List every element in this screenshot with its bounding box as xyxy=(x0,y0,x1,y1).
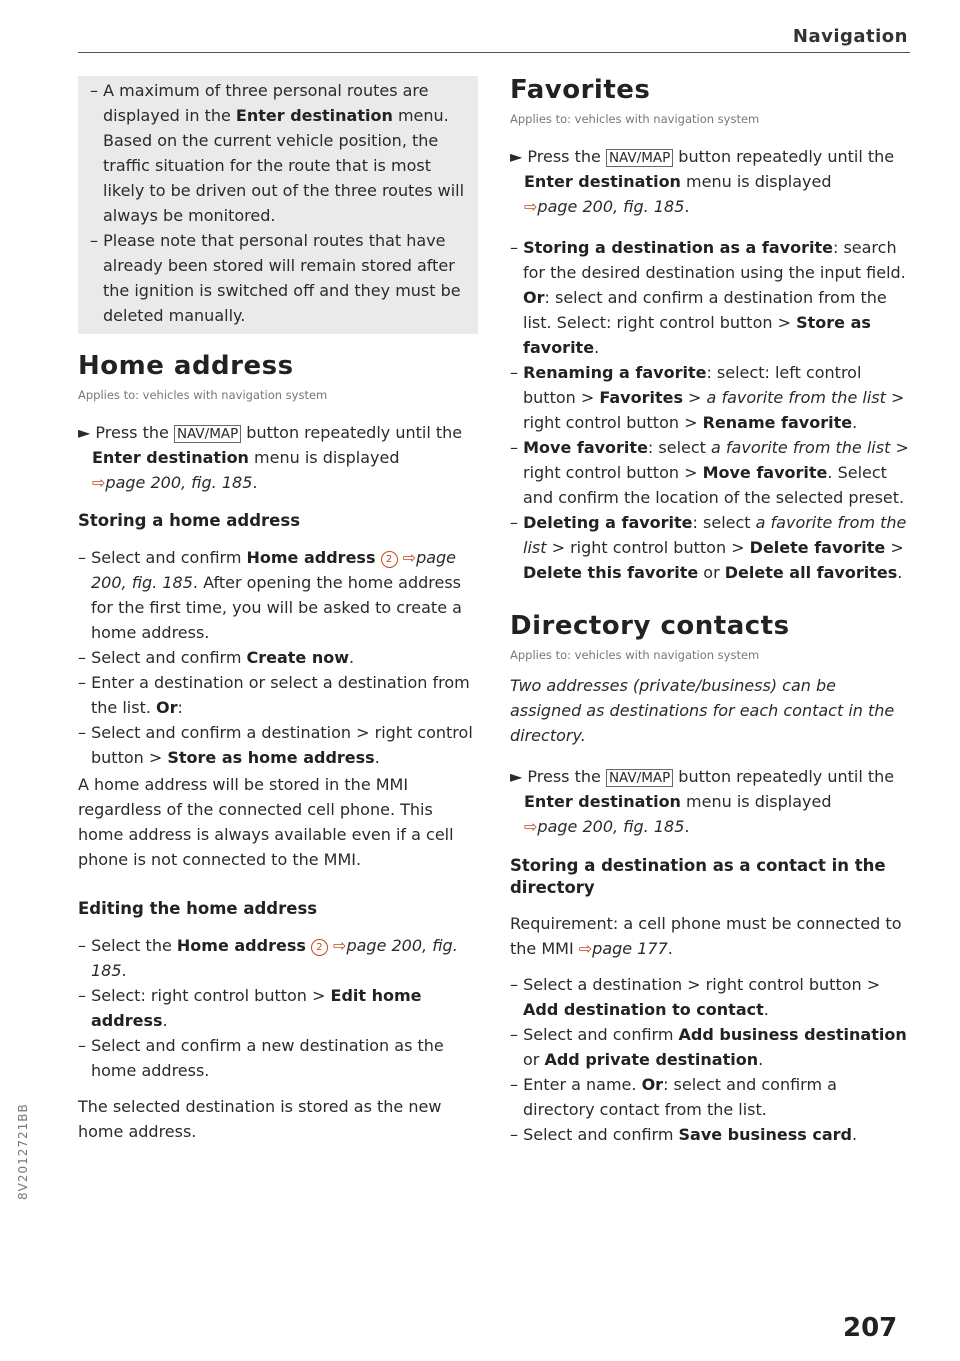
editing-home-list xyxy=(78,933,458,1083)
list-item: – Move favorite: select a favorite from the list > right control button > Move favorite. Select and confirm the location of the selected preset. xyxy=(510,438,909,507)
subsection-title-storing-contact: Storing a destination as a contact in the directory xyxy=(510,856,886,897)
document-code: 8V2012721BB xyxy=(16,1103,30,1200)
instruction-step: ► Press the NAV/MAP button repeatedly until the Enter destination menu is displayed ⇨page 200, fig. 185. xyxy=(78,423,463,492)
list-item: – Deleting a favorite: select a favorite from the list > right control button > Delete favorite > Delete this favorite or Delete all favorites. xyxy=(510,513,907,582)
list-item: – Select and confirm a new destination as the home address. xyxy=(78,1036,444,1080)
applies-note: Applies to: vehicles with navigation system xyxy=(78,388,328,402)
subsection-title-editing-home: Editing the home address xyxy=(78,899,318,918)
instruction-step: ► Press the NAV/MAP button repeatedly until the Enter destination menu is displayed ⇨page 200, fig. 185. xyxy=(510,767,895,836)
list-item: – Select and confirm Create now. xyxy=(78,648,355,667)
list-item: – Select and confirm Save business card. xyxy=(510,1125,858,1144)
header-rule xyxy=(78,52,910,53)
page-ref-arrow-icon: ⇨ xyxy=(92,473,106,492)
page-reference[interactable]: page 200, fig. 185 xyxy=(105,473,253,492)
section-title-home-address: Home address xyxy=(78,351,294,381)
list-item: – Select a destination > right control button > Add destination to contact. xyxy=(510,975,881,1019)
callout-number: 2 xyxy=(381,551,398,568)
list-item: – Select and confirm Home address 2 ⇨page 200, fig. 185. After opening the home address for the first time, you will be asked to create a home address. xyxy=(78,548,462,642)
page-number: 207 xyxy=(843,1313,898,1343)
page-ref-arrow-icon: ⇨ xyxy=(524,197,538,216)
list-item: – Please note that personal routes that have already been stored will remain stored after the ignition is switched off and they must be deleted manually. xyxy=(90,231,461,325)
page-ref-arrow-icon: ⇨ xyxy=(402,548,417,567)
page-reference[interactable]: page 200, fig. 185 xyxy=(91,936,458,980)
home-address-paragraph: A home address will be stored in the MMI regardless of the connected cell phone. This home address is always available even if a cell phone is not connected to the MMI. xyxy=(78,775,454,869)
list-item: – Storing a destination as a favorite: search for the desired destination using the input field. Or: select and confirm a destination from the list. Select: right control button > Store as favorite. xyxy=(510,238,906,357)
applies-note: Applies to: vehicles with navigation system xyxy=(510,112,760,126)
subsection-title-storing-home: Storing a home address xyxy=(78,511,301,530)
nav-map-key: NAV/MAP xyxy=(174,425,241,443)
page-reference[interactable]: page 200, fig. 185 xyxy=(537,817,685,836)
list-item: – Enter a name. Or: select and confirm a directory contact from the list. xyxy=(510,1075,837,1119)
storing-home-list xyxy=(78,545,473,770)
section-title-directory-contacts: Directory contacts xyxy=(510,611,790,641)
note-list xyxy=(90,78,468,328)
nav-map-key: NAV/MAP xyxy=(606,149,673,167)
callout-number: 2 xyxy=(311,939,328,956)
note-box xyxy=(78,76,478,334)
nav-map-key: NAV/MAP xyxy=(606,769,673,787)
list-item: – Select: right control button > Edit home address. xyxy=(78,986,422,1030)
list-item: – Renaming a favorite: select: left control button > Favorites > a favorite from the list > right control button > Rename favorite. xyxy=(510,363,905,432)
page-ref-arrow-icon: ⇨ xyxy=(333,936,347,955)
applies-note: Applies to: vehicles with navigation system xyxy=(510,648,760,662)
page-reference[interactable]: page 200, fig. 185 xyxy=(91,548,457,592)
list-item: – A maximum of three personal routes are displayed in the Enter destination menu. Based on the current vehicle position, the traffic situation for the route that is most likely to be driven out of the three routes will always be monitored. xyxy=(90,81,465,225)
list-item: – Select the Home address 2 ⇨page 200, fig. 185. xyxy=(78,936,458,980)
instruction-step: ► Press the NAV/MAP button repeatedly until the Enter destination menu is displayed ⇨page 200, fig. 185. xyxy=(510,147,895,216)
storing-contact-list xyxy=(510,972,910,1147)
page-ref-arrow-icon: ⇨ xyxy=(578,939,593,958)
page-reference[interactable]: page 177 xyxy=(592,939,668,958)
page-reference[interactable]: page 200, fig. 185 xyxy=(537,197,685,216)
section-title-favorites: Favorites xyxy=(510,75,651,105)
requirement-paragraph: Requirement: a cell phone must be connected to the MMI ⇨page 177. xyxy=(510,914,902,958)
directory-intro: Two addresses (private/business) can be assigned as destinations for each contact in the directory. xyxy=(510,676,895,745)
list-item: – Select and confirm Add business destination or Add private destination. xyxy=(510,1025,907,1069)
favorites-list xyxy=(510,235,910,585)
list-item: – Select and confirm a destination > right control button > Store as home address. xyxy=(78,723,473,767)
page-ref-arrow-icon: ⇨ xyxy=(524,817,538,836)
list-item: – Enter a destination or select a destination from the list. Or: xyxy=(78,673,470,717)
editing-paragraph: The selected destination is stored as the new home address. xyxy=(78,1097,442,1141)
chapter-title: Navigation xyxy=(792,26,908,47)
